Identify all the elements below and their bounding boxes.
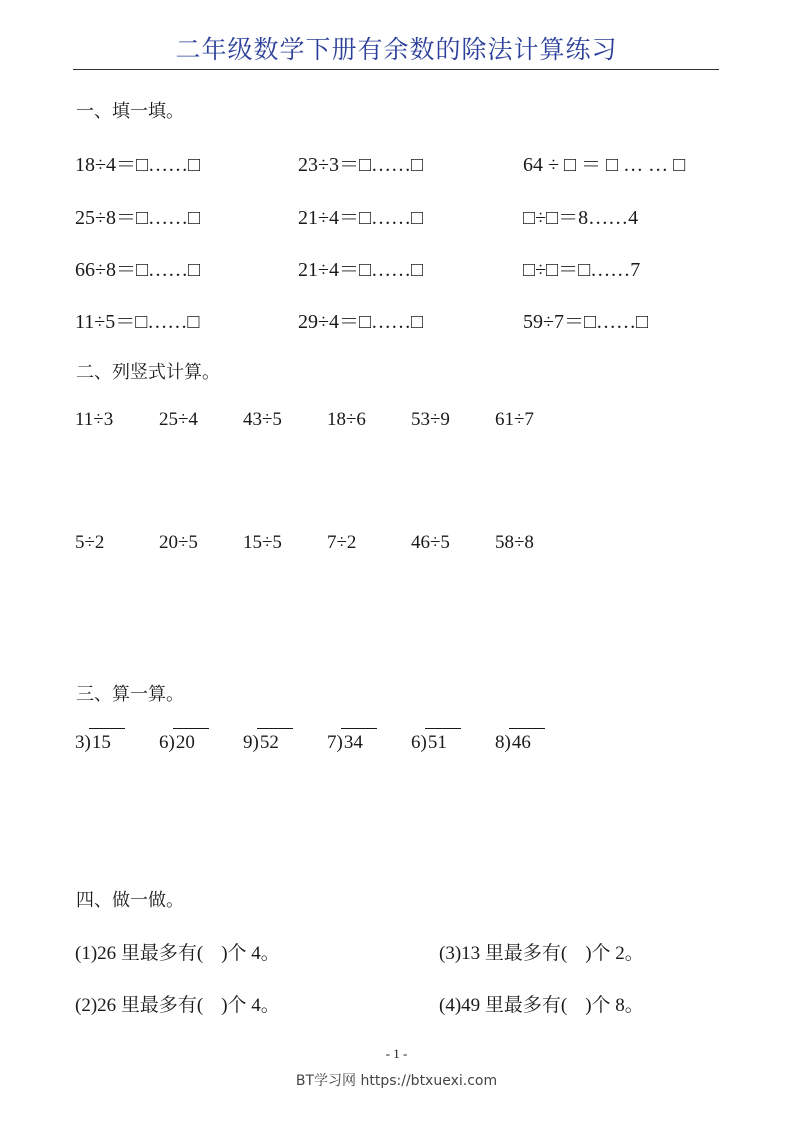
fill-problem: 21÷4＝□……□ xyxy=(298,207,424,229)
question-item: (4)49 里最多有( )个 8。 xyxy=(439,995,644,1016)
question-item: (2)26 里最多有( )个 4。 xyxy=(75,995,280,1016)
long-division-problem: 7)34 xyxy=(327,732,377,754)
vertical-problem: 7÷2 xyxy=(327,532,357,553)
vertical-problem: 58÷8 xyxy=(495,532,534,553)
fill-problem: 11÷5＝□……□ xyxy=(75,311,200,333)
page-number: - 1 - xyxy=(385,1046,408,1061)
dividend: 46 xyxy=(511,732,545,754)
question-item: (3)13 里最多有( )个 2。 xyxy=(439,943,644,964)
dividend: 52 xyxy=(259,732,293,754)
question-row xyxy=(0,990,793,1020)
section-2-heading: 二、列竖式计算。 xyxy=(76,362,220,383)
fill-problem: 29÷4＝□……□ xyxy=(298,311,424,333)
page-title: 二年级数学下册有余数的除法计算练习 xyxy=(175,35,618,64)
fill-problem: 23÷3＝□……□ xyxy=(298,154,424,176)
long-division-problem: 6)20 xyxy=(159,732,209,754)
watermark-link[interactable]: BT学习网 https://btxuexi.com xyxy=(295,1073,498,1089)
vertical-problem: 11÷3 xyxy=(75,409,114,430)
section-3-heading: 三、算一算。 xyxy=(76,684,184,705)
vertical-calc-row xyxy=(0,409,793,439)
vertical-problem: 46÷5 xyxy=(411,532,450,553)
vertical-problem: 53÷9 xyxy=(411,409,450,430)
vertical-problem: 43÷5 xyxy=(243,409,282,430)
fill-row xyxy=(0,305,793,335)
long-division-problem: 6)51 xyxy=(411,732,461,754)
divisor: 8 xyxy=(495,732,505,753)
dividend: 51 xyxy=(427,732,461,754)
fill-problem: 21÷4＝□……□ xyxy=(298,259,424,281)
fill-problem: 66÷8＝□……□ xyxy=(75,259,201,281)
dividend: 20 xyxy=(175,732,209,754)
vertical-calc-row xyxy=(0,532,793,562)
question-row xyxy=(0,938,793,968)
question-item: (1)26 里最多有( )个 4。 xyxy=(75,943,280,964)
fill-row xyxy=(0,148,793,178)
dividend: 15 xyxy=(91,732,125,754)
long-division-row xyxy=(0,732,793,766)
fill-problem: 59÷7＝□……□ xyxy=(523,311,649,333)
vertical-problem: 18÷6 xyxy=(327,409,366,430)
long-division-problem: 8)46 xyxy=(495,732,545,754)
long-division-problem: 9)52 xyxy=(243,732,293,754)
fill-problem: 18÷4＝□……□ xyxy=(75,154,201,176)
section-4-heading: 四、做一做。 xyxy=(76,890,184,911)
fill-problem: 64 ÷ □ ＝ □ … … □ xyxy=(523,154,686,176)
long-division-problem: 3)15 xyxy=(75,732,125,754)
divisor: 9 xyxy=(243,732,253,753)
divisor: 7 xyxy=(327,732,337,753)
divisor: 3 xyxy=(75,732,85,753)
title-divider xyxy=(73,69,719,70)
vertical-problem: 61÷7 xyxy=(495,409,534,430)
dividend: 34 xyxy=(343,732,377,754)
section-1-heading: 一、填一填。 xyxy=(76,101,184,122)
vertical-problem: 25÷4 xyxy=(159,409,198,430)
fill-problem: 25÷8＝□……□ xyxy=(75,207,201,229)
divisor: 6 xyxy=(159,732,169,753)
vertical-problem: 5÷2 xyxy=(75,532,105,553)
fill-problem: □÷□＝□……7 xyxy=(523,259,641,281)
vertical-problem: 15÷5 xyxy=(243,532,282,553)
fill-problem: □÷□＝8……4 xyxy=(523,207,639,229)
divisor: 6 xyxy=(411,732,421,753)
vertical-problem: 20÷5 xyxy=(159,532,198,553)
fill-row xyxy=(0,201,793,231)
fill-row xyxy=(0,253,793,283)
